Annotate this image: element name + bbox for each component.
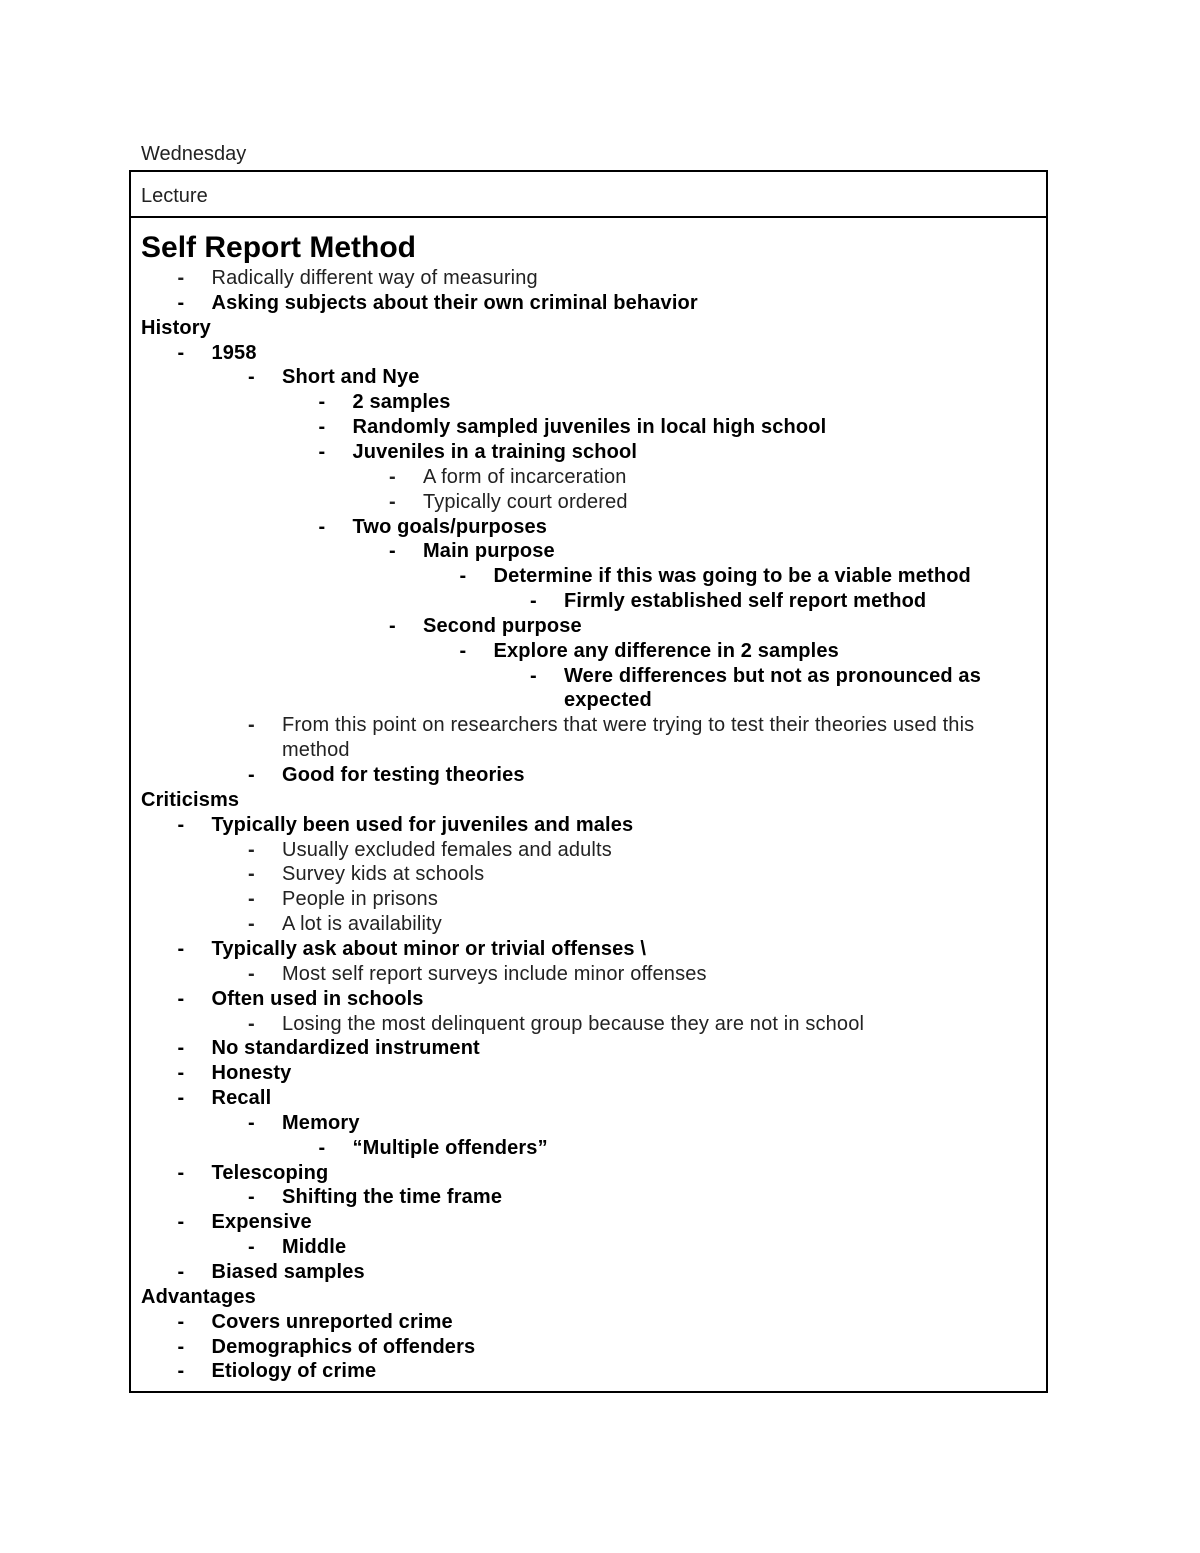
list-item-text: Main purpose [423, 540, 555, 563]
list-item-text: Often used in schools [211, 987, 424, 1010]
list-item [459, 564, 971, 589]
bullet-marker: - [248, 838, 255, 861]
list-item [177, 291, 698, 316]
list-item-text: Biased samples [211, 1261, 365, 1283]
list-item-text: Radically different way of measuring [211, 267, 538, 289]
lecture-notes-box [129, 170, 1048, 1393]
list-item-text: Short and Nye [282, 366, 420, 389]
bullet-marker: - [177, 1211, 185, 1234]
bullet-marker: - [177, 1087, 185, 1110]
bullet-marker: - [248, 863, 255, 886]
list-item [177, 1086, 272, 1111]
list-item [177, 813, 634, 838]
bullet-marker: - [318, 1136, 326, 1159]
bullet-marker: - [248, 888, 255, 911]
list-item [177, 1210, 312, 1235]
bullet-marker: - [177, 267, 185, 289]
list-item [177, 937, 647, 962]
list-item [248, 887, 438, 912]
bullet-marker: - [389, 540, 396, 563]
bullet-marker: - [177, 813, 185, 836]
list-item-text: Most self report surveys include minor offenses [282, 962, 707, 985]
list-item-text: Expensive [211, 1211, 312, 1234]
list-item [248, 365, 420, 390]
list-item-text: Randomly sampled juveniles in local high school [352, 416, 827, 439]
list-item-text: Etiology of crime [211, 1360, 377, 1383]
list-item [177, 1061, 292, 1086]
list-item-text: Two goals/purposes [352, 515, 548, 538]
list-item-text: Middle [282, 1236, 347, 1259]
list-item [248, 1111, 360, 1136]
list-item [318, 390, 451, 415]
bullet-marker: - [530, 590, 537, 613]
bullet-marker: - [248, 764, 255, 786]
list-item-text: Criticisms [141, 788, 240, 811]
list-item-text: 2 samples [352, 391, 451, 414]
bullet-marker: - [318, 391, 326, 414]
list-item-text: Second purpose [423, 614, 582, 637]
section-header [131, 172, 1046, 218]
list-item-text: Honesty [211, 1062, 292, 1085]
list-item [318, 415, 827, 440]
section-heading [141, 316, 211, 341]
list-item [177, 341, 257, 366]
bullet-marker: - [459, 565, 467, 588]
bullet-marker: - [177, 1037, 185, 1060]
list-item-text: method [282, 739, 350, 762]
list-item-text: Were differences but not as pronounced as [564, 664, 981, 687]
list-item-text: Losing the most delinquent group because they are not in school [282, 1012, 865, 1035]
list-item [530, 664, 981, 689]
bullet-marker: - [248, 1186, 255, 1209]
bullet-marker: - [248, 366, 255, 389]
bullet-marker: - [177, 1062, 185, 1085]
list-item-text: Covers unreported crime [211, 1310, 453, 1333]
list-item-text: Survey kids at schools [282, 863, 485, 886]
bullet-marker: - [459, 639, 467, 662]
bullet-marker: - [248, 1236, 255, 1259]
list-item-text: Typically ask about minor or trivial offenses \ [211, 937, 647, 960]
list-item-text: Typically been used for juveniles and males [211, 813, 634, 836]
bullet-marker: - [177, 937, 185, 960]
list-item [530, 589, 927, 614]
list-item [318, 1136, 548, 1161]
bullet-marker: - [177, 1310, 185, 1333]
list-item [459, 639, 839, 664]
bullet-marker: - [530, 664, 537, 687]
list-item-text: Demographics of offenders [211, 1335, 476, 1358]
list-item [248, 763, 525, 788]
bullet-marker: - [177, 1261, 185, 1283]
bullet-marker: - [389, 465, 396, 488]
list-item-text: Explore any difference in 2 samples [493, 639, 839, 662]
list-item [318, 515, 548, 540]
bullet-marker: - [177, 341, 185, 364]
list-item [177, 266, 538, 291]
list-item-text: 1958 [211, 341, 257, 364]
section-heading [141, 1285, 256, 1310]
list-item [248, 962, 707, 987]
list-item-text: Telescoping [211, 1161, 329, 1184]
list-item [389, 614, 582, 639]
list-item-text: A lot is availability [282, 913, 442, 936]
list-item [248, 862, 485, 887]
bullet-marker: - [177, 1360, 185, 1383]
list-item [389, 539, 555, 564]
list-item-text: Memory [282, 1111, 360, 1134]
bullet-marker: - [248, 714, 255, 737]
bullet-marker: - [177, 987, 185, 1010]
list-item-text: expected [564, 689, 652, 712]
bullet-marker: - [177, 1335, 185, 1358]
bullet-marker: - [248, 1111, 255, 1134]
list-item [177, 1310, 453, 1335]
list-item [177, 1335, 476, 1360]
list-item-text: People in prisons [282, 888, 438, 911]
list-item [389, 465, 627, 490]
list-item-text: Firmly established self report method [564, 590, 927, 613]
list-item-text: Recall [211, 1087, 272, 1110]
list-item-text: History [141, 316, 211, 339]
day-heading: Wednesday [141, 143, 247, 165]
list-item [177, 1260, 365, 1285]
bullet-marker: - [389, 490, 396, 513]
list-item-text: “Multiple offenders” [352, 1136, 548, 1159]
list-item [248, 1012, 865, 1037]
list-item [248, 1235, 347, 1260]
list-item-text: Shifting the time frame [282, 1186, 503, 1209]
bullet-marker: - [318, 416, 326, 439]
bullet-marker: - [318, 515, 326, 538]
section-heading [141, 788, 239, 813]
list-item [177, 1161, 329, 1186]
list-item [389, 490, 628, 515]
list-item-text: Asking subjects about their own criminal behavior [211, 291, 698, 314]
list-item-text: Typically court ordered [423, 490, 628, 513]
list-item-text: Good for testing theories [282, 764, 525, 786]
list-item [564, 688, 652, 713]
list-item [248, 713, 975, 738]
bullet-marker: - [389, 614, 396, 637]
list-item-text: Juveniles in a training school [352, 440, 638, 463]
list-item-text: Advantages [141, 1285, 256, 1308]
list-item [177, 1359, 377, 1384]
list-item [177, 1036, 480, 1061]
list-item-text: From this point on researchers that were trying to test their theories used this [282, 714, 975, 737]
bullet-marker: - [177, 1161, 185, 1184]
bullet-marker: - [248, 962, 255, 985]
list-item-text: A form of incarceration [423, 465, 627, 488]
bullet-marker: - [177, 291, 185, 314]
list-item-text: Usually excluded females and adults [282, 838, 612, 861]
list-item-text: Determine if this was going to be a viable method [493, 565, 971, 588]
list-item [248, 1185, 503, 1210]
bullet-marker: - [248, 913, 255, 936]
list-item [318, 440, 638, 465]
list-item [177, 987, 424, 1012]
section-label: Lecture [141, 185, 208, 207]
bullet-marker: - [248, 1012, 255, 1035]
list-item-text: No standardized instrument [211, 1037, 480, 1060]
list-item [248, 838, 612, 863]
list-item [248, 912, 442, 937]
bullet-marker: - [318, 440, 326, 463]
page-title: Self Report Method [141, 231, 416, 264]
list-item [282, 738, 350, 763]
